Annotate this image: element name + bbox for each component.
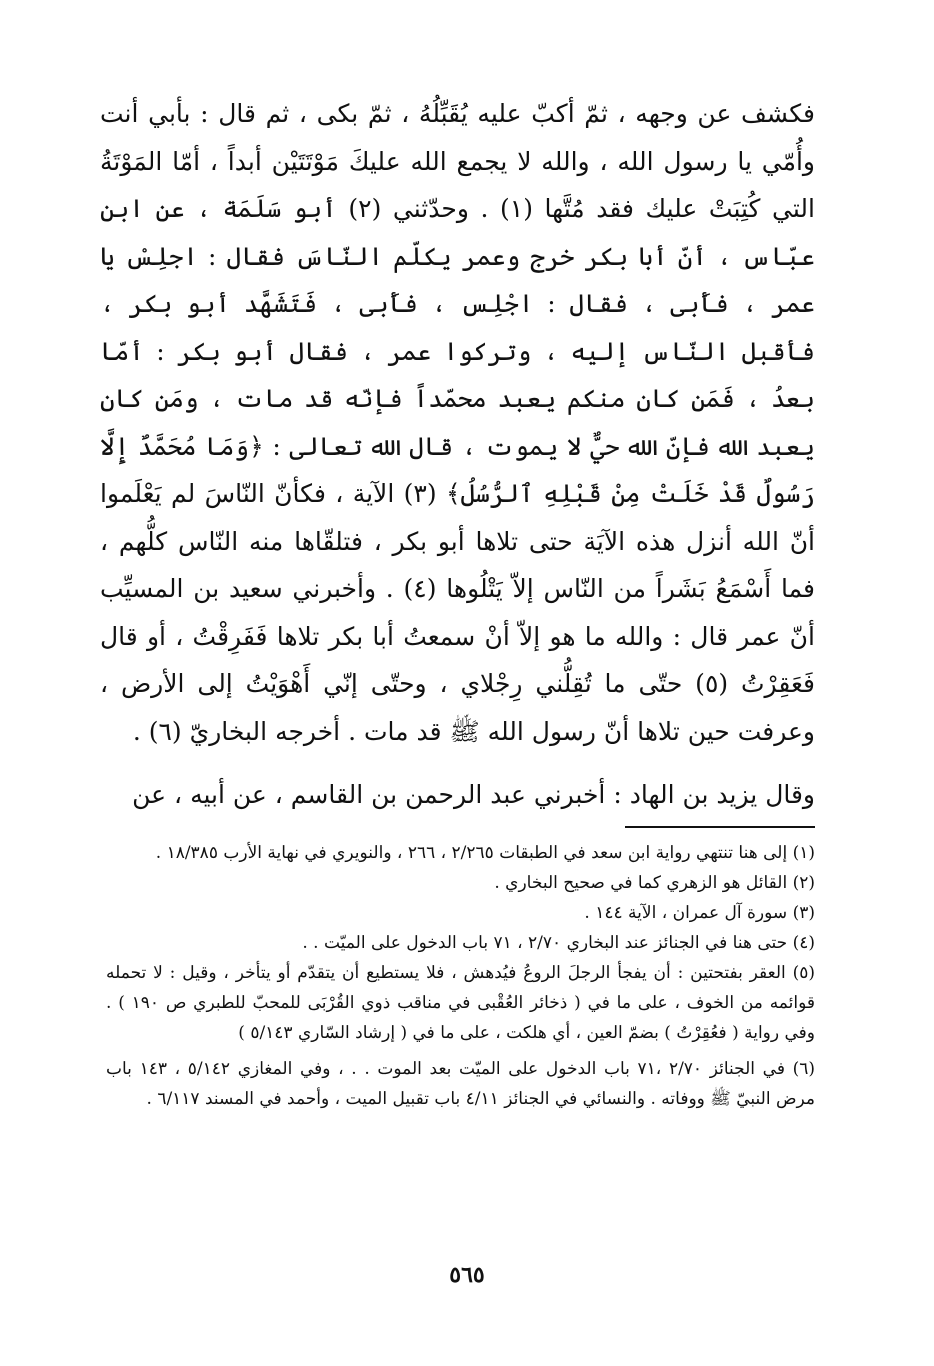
footnotes [106,838,815,1114]
page-number: ٥٦٥ [449,1262,485,1288]
footnote-6: (٦) في الجنائز ٢/٧٠ ،٧١ باب الدخول على الميّت بعد الموت . . ، وفي المغازي ٥/١٤٢ ، ١٤٣ باب مرض النبيّ ﷺ ووفاته . والنسائي في الجنائز ٤/١١ باب تقبيل الميت ، وأحمد في المسند ٦/١١٧ . [106,1059,816,1109]
footnote-1: (١) إلى هنا تنتهي رواية ابن سعد في الطبقات ٢/٢٦٥ ، ٢٦٦ ، والنويري في نهاية الأرب ١٨/٣٨٥ . [155,843,815,863]
body-paragraph-1: فكشف عن وجهه ، ثمّ أكبّ عليه يُقَبِّلُهُ ، ثمّ بكى ، ثم قال : بأبي أنت وأُمّي يا رسول الله ، والله لا يجمع الله عليكَ مَوْتَتَيْن أبداً ، أمّا المَوْتَةُ التي كُتِبَتْ عليك فقد مُتَّها (١) . وحدّثني (٢) أبو سَلَمَة ، عن ابن عبّاس ، أنّ أبا بكر خرج وعمر يكلّم النّاسَ فقال : اجلِسْ يا عمر ، فأَبى ، فقال : اجْلِس ، فأَبى ، فَتَشَهَّد أبو بكر ، فأقبل النّاس إليه ، وتركوا عمر ، فقال أبو بكر : أمّا بعدُ ، فَمَن كان منكم يعبد محمّداً فإنّه قد مات ، ومَن كان يعبد الله فإنّ الله حيٌّ لا يموت ، قال الله تعالى : ﴿وَمَا مُحَمَّدٌ إِلَّا رَسُولٌ قَدْ خَلَتْ مِنْ قَبْلِهِ ٱلرُّسُلُ﴾ (٣) الآية ، فكأنّ النّاسَ لم يَعْلَموا أنّ الله أنزل هذه الآيَة حتى تلاها أبو بكر ، فتلقّاها منه النّاس كلُّهم ، فما أَسْمَعُ بَشَراً من النّاس إلاّ يَتْلُوها (٤) . وأخبرني سعيد بن المسيِّب أنّ عمر قال : والله ما هو إلاّ أنْ سمعتُ أبا بكر تلاها فَفَرِقْتُ ، أو قال فَعَقِرْتُ (٥) حتّى ما تُقِلُّني رِجْلاي ، وحتّى إنّي أَهْوَيْتُ إلى الأرض ، وعرفت حين تلاها أنّ رسول الله ﷺ قد مات . أخرجه البخاريّ (٦) . [100,99,816,746]
body-paragraph-2: وقال يزيد بن الهاد : أخبرني عبد الرحمن بن القاسم ، عن أبيه ، عن [132,780,815,809]
footnote-3: (٣) سورة آل عمران ، الآية ١٤٤ . [584,903,815,923]
footnote-5: (٥) العقر بفتحتين : أن يفجأ الرجلَ الروعُ فيُدهش ، فلا يستطيع أن يتقدّم أو يتأخر ، وقيل : لا تحمله قوائمه من الخوف ، على ما في ( ذخائر العُقْبى في مناقب ذوي القُرْبَى للمحبّ للطبري ص ١٩٠ ) . وفي رواية ( فعُقِرْتُ ) بضمّ العين ، أي هلكت ، على ما في ( إرشاد السّاري ٥/١٤٣ ) [106,963,815,1043]
main-text [100,90,815,819]
footnote-2: (٢) القائل هو الزهري كما في صحيح البخاري . [494,873,815,893]
footnote-separator [625,826,815,828]
footnote-4: (٤) حتى هنا في الجنائز عند البخاري ٢/٧٠ ، ٧١ باب الدخول على الميّت . . [302,933,815,953]
